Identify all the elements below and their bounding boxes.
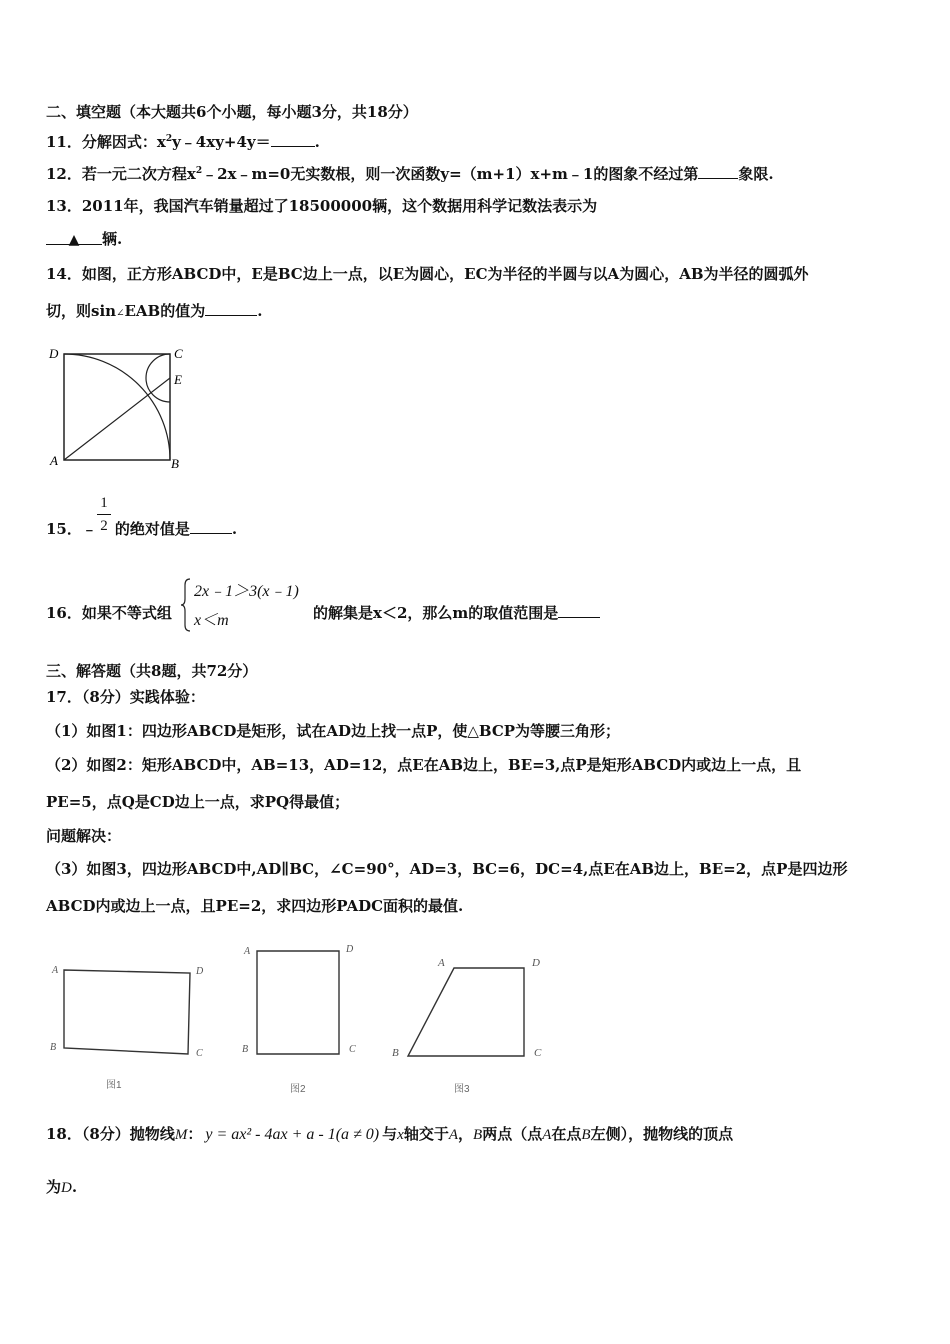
q12-text-a: 若一元二次方程x (81, 165, 196, 183)
question-13-answer-line (46, 229, 122, 249)
question-13 (46, 196, 597, 216)
figure-3 (392, 957, 542, 1095)
q15-answer-blank[interactable] (190, 519, 232, 534)
q11-answer-blank[interactable] (271, 132, 315, 147)
q18-point-b-2: B (581, 1127, 591, 1143)
q14-number: 14． (46, 265, 82, 283)
figure-2-rectangle (257, 951, 339, 1054)
q16-inequality-2: x＜m (194, 612, 229, 629)
q18-text-c: 轴交于 (403, 1125, 449, 1143)
q17-part1: （1）如图1：四边形ABCD是矩形，试在AD边上找一点P，使△BCP为等腰三角形； (46, 722, 621, 740)
q16-inequality-1: 2x﹣1＞3(x﹣1) (194, 583, 299, 600)
figure-2-label-d: D (346, 944, 354, 955)
figure-3-caption: 图3 (454, 1084, 470, 1095)
figure-2-label-b: B (242, 1044, 249, 1055)
arc-a (64, 354, 170, 460)
q18-text-d: 两点（点 (482, 1125, 543, 1143)
q12-sup: 2 (195, 166, 203, 176)
q17-part2-line1: （2）如图2：矩形ABCD中，AB=13，AD=12，点E在AB边上，BE=3,点P是矩形ABCD内或边上一点，且 (46, 756, 802, 774)
question-12 (46, 161, 774, 184)
q14-line2b: EAB的值为 (124, 302, 206, 320)
q17-part3-line1: （3）如图3，四边形ABCD中,AD∥BC，∠C=90°，AD=3，BC=6，DC=4,点E在AB边上，BE=2，点P是四边形 (46, 860, 848, 878)
q18-x-axis: x (397, 1127, 404, 1143)
q14-line2a: 切，则sin (46, 302, 117, 320)
q15-number: 15． (46, 520, 82, 538)
label-a: A (50, 453, 58, 468)
q15-fraction-denominator: 2 (100, 518, 108, 534)
figure-1-rectangle (64, 970, 190, 1054)
question-11 (46, 129, 320, 152)
label-c: C (174, 346, 183, 361)
q15-minus: ﹣ (81, 520, 97, 538)
q11-text-b: y﹣4xy+4y＝ (172, 133, 271, 151)
figure-2-label-c: C (349, 1044, 356, 1055)
figure-1-label-c: C (196, 1048, 203, 1059)
figure-2-label-a: A (244, 946, 251, 957)
figure-1 (50, 965, 204, 1091)
q12-end: 象限. (738, 165, 774, 183)
q16-text-b: 的解集是x＜2，那么m的取值范围是 (313, 604, 559, 622)
figure-3-label-a: A (438, 957, 445, 969)
triangle-icon: ▲ (68, 232, 80, 248)
q18-text-b: 与 (382, 1125, 398, 1143)
q11-sup: 2 (165, 134, 173, 144)
question-14-line1 (46, 264, 809, 284)
angle-icon: ∠ (116, 308, 125, 319)
section2-heading: 二、填空题（本大题共6个小题，每小题3分，共18分） (46, 103, 418, 121)
q18-curve-m: M (174, 1127, 188, 1143)
question-16 (46, 603, 172, 623)
q18-comma: ， (458, 1125, 474, 1143)
q13-answer-blank[interactable] (46, 230, 102, 248)
q12-answer-blank[interactable] (698, 164, 738, 179)
brace-icon (180, 577, 192, 633)
q18-point-a-2: A (542, 1127, 552, 1143)
q18-point-a: A (448, 1127, 459, 1143)
figure-1-caption: 图1 (106, 1080, 122, 1091)
q17-part2-line2: PE=5，点Q是CD边上一点，求PQ得最值； (46, 793, 350, 811)
figure-1-label-d: D (196, 966, 204, 977)
figure-2 (242, 944, 356, 1095)
q15-end: . (231, 520, 238, 538)
q18-vertex-d: D (61, 1180, 72, 1196)
figure-3-label-c: C (534, 1047, 542, 1059)
q14-figure (44, 340, 194, 474)
question-16-tail (313, 603, 600, 623)
section3-heading: 三、解答题（共8题，共72分） (46, 662, 258, 680)
q13-text: 2011年，我国汽车销量超过了18500000辆，这个数据用科学记数法表示为 (81, 197, 598, 215)
question-17-title (46, 687, 205, 707)
figure-3-trapezoid (408, 968, 524, 1056)
q11-end: . (314, 133, 320, 151)
square-abcd (64, 354, 170, 460)
q18-end: . (71, 1178, 78, 1196)
q14-answer-blank[interactable] (205, 301, 257, 316)
q18-text-a: （8分）抛物线 (81, 1125, 175, 1143)
q11-number: 11． (46, 133, 82, 151)
q14-line1: 如图，正方形ABCD中，E是BC边上一点，以E为圆心，EC为半径的半圆与以A为圆心，AB为半径的圆弧外 (81, 265, 809, 283)
q13-unit: 辆. (102, 230, 123, 248)
q17-number: 17． (46, 688, 82, 706)
q17-problem-solving: 问题解决： (46, 827, 122, 845)
question-14-line2 (46, 301, 262, 324)
q12-number: 12． (46, 165, 82, 183)
question-18-line2 (46, 1177, 77, 1198)
q18-text-e: 在点 (551, 1125, 582, 1143)
q15-fraction (97, 494, 111, 535)
q17-figures (40, 938, 560, 1100)
question-15 (46, 519, 237, 539)
q15-fraction-numerator: 1 (100, 495, 108, 511)
q18-colon: ： (187, 1125, 203, 1143)
figure-3-label-d: D (532, 957, 540, 969)
q15-text: 的绝对值是 (114, 520, 190, 538)
q14-end: . (257, 302, 263, 320)
label-d: D (49, 346, 59, 361)
q18-point-b: B (473, 1127, 483, 1143)
figure-2-caption: 图2 (290, 1084, 306, 1095)
label-e: E (174, 372, 182, 387)
figure-1-label-a: A (52, 965, 59, 976)
q17-part3-line2: ABCD内或边上一点，且PE=2，求四边形PADC面积的最值. (46, 897, 464, 915)
figure-3-label-b: B (392, 1047, 399, 1059)
q18-number: 18． (46, 1125, 82, 1143)
q12-text-b: ﹣2x﹣m=0无实数根，则一次函数y=（m+1）x+m﹣1的图象不经过第 (202, 165, 699, 183)
q16-answer-blank[interactable] (558, 603, 600, 618)
q18-text-f: 左侧），抛物线的顶点 (590, 1125, 734, 1143)
q13-number: 13． (46, 197, 82, 215)
question-18-line1 (46, 1124, 733, 1145)
q16-text-a: 如果不等式组 (81, 604, 172, 622)
q11-text-a: 分解因式：x (81, 133, 166, 151)
label-b: B (171, 456, 179, 471)
q17-title: （8分）实践体验： (81, 688, 205, 706)
q18-line2a: 为 (46, 1178, 62, 1196)
semicircle-e (146, 354, 170, 402)
q16-number: 16． (46, 604, 82, 622)
q18-formula: y = ax² - 4ax + a - 1(a ≠ 0) (205, 1126, 380, 1143)
segment-ae (64, 378, 170, 460)
figure-1-label-b: B (50, 1042, 57, 1053)
